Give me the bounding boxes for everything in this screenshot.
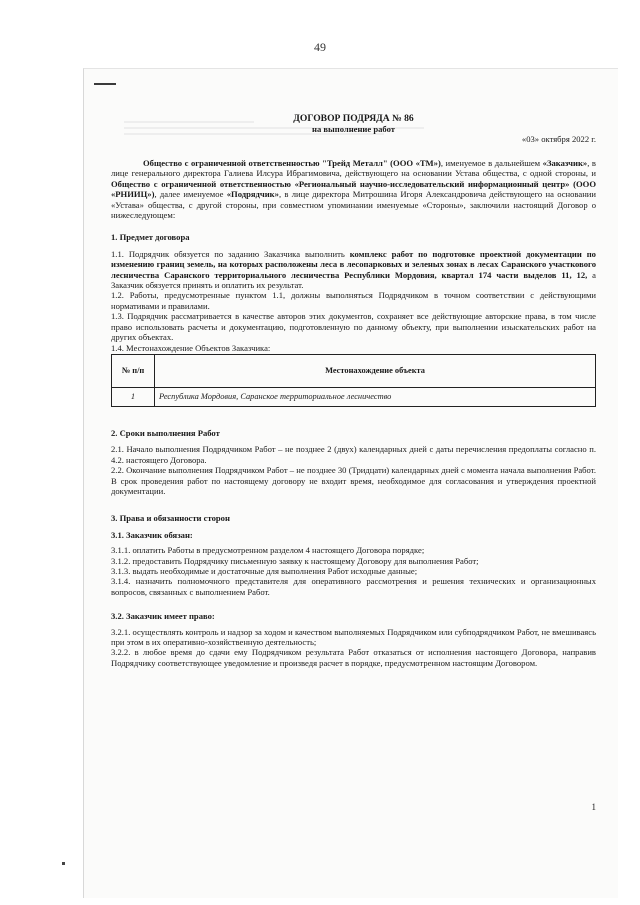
clause-3-1-1: 3.1.1. оплатить Работы в предусмотренном разделом 4 настоящего Договора порядке; — [111, 545, 425, 556]
document-date: «03» октября 2022 г. — [521, 134, 596, 144]
clause-text: а Заказчик обязуется принять и оплатить их результат. — [111, 269, 596, 291]
intro-text: , в лице директора Митрошина Игоря Александровича действующего на основании «Устава» общества, с другой стороны, при совместном упоминании именуемые «Стороны», заключили настоящий Договор о нижеследующем: — [111, 189, 596, 221]
contractor-role: «Подрядчик» — [226, 189, 279, 200]
clause-3-1-2: 3.1.2. предоставить Подрядчику письменную заявку к настоящему Договору для выполнения Работ; — [111, 555, 479, 566]
customer-role: «Заказчик» — [542, 158, 588, 168]
clause-2-2: 2.2. Окончание выполнения Подрядчиком Работ – не позднее 30 (Тридцати) календарных дней с момента начала выполнения Работ. В срок проведения работ по настоящему договору не входит время, необходимое для согласования и утверждения проектной документации. — [111, 465, 596, 496]
page-number-top: 49 — [314, 40, 326, 54]
clause-3-1-3: 3.1.3. выдать необходимые и достаточные для выполнения Работ исходные данные; — [111, 565, 418, 576]
scan-dot — [62, 862, 65, 865]
clause-2-1: 2.1. Начало выполнения Подрядчиком Работ – не позднее 2 (двух) календарных дней с даты перечисления предоплаты согласно п. 4.2. настоящего Договора. — [111, 444, 596, 465]
contractor-name: Общество с ограниченной ответственностью «Региональный научно-исследовательский информационный центр» (ООО «РНИИЦ») — [111, 178, 596, 200]
table-header-location: Местонахождение объекта — [155, 354, 596, 387]
footer-page-number: 1 — [591, 802, 596, 812]
clause-1-3: 1.3. Подрядчик рассматривается в качестве авторов этих документов, сохраняет все действующие авторские права, в том числе право использовать расчеты и документацию, подготовленную по данному объекту, при выполнении изыскательских работ на других объектах. — [111, 311, 596, 343]
table-cell-location: Республика Мордовия, Саранское территориальное лесничество — [155, 387, 596, 406]
intro-text: , именуемое в дальнейшем — [440, 158, 543, 168]
table-row — [112, 387, 596, 406]
intro-text: , в лице генерального директора Галиева Илсура Ибрагимовича, действующего на основании Устава общества, с одной стороны, и — [111, 158, 596, 179]
table-header-num: № п/п — [112, 354, 155, 387]
intro-paragraph — [111, 158, 596, 220]
customer-name: Общество с ограниченной ответственностью "Трейд Металл" (ООО «ТМ») — [143, 158, 441, 168]
sub-heading: 3.1. Заказчик обязан: — [111, 529, 193, 540]
clause-1-2: 1.2. Работы, предусмотренные пунктом 1.1, должны выполняться Подрядчиком в точном соответствии с действующими нормативами и правилами. — [111, 290, 596, 311]
sub-heading: 3.2. Заказчик имеет право: — [111, 611, 215, 622]
clause-text: 1.1. Подрядчик обязуется по заданию Заказчика выполнить — [111, 248, 350, 259]
section-heading: 1. Предмет договора — [111, 232, 190, 243]
clause-1-1 — [111, 249, 596, 291]
clause-bold-text: комплекс работ по подготовке проектной документации по изменению границ земель, на которых расположены леса в лесопарковых и зеленых зонах в лесах Саранского участкового лесничества Саранского территориального лесничества Республики Мордовия, квартал 174 части выделов 11, 12, — [111, 248, 596, 280]
section-heading: 3. Права и обязанности сторон — [111, 513, 230, 524]
section-heading: 2. Сроки выполнения Работ — [111, 427, 220, 438]
clause-3-2-1: 3.2.1. осуществлять контроль и надзор за ходом и качеством выполняемых Подрядчиком или субподрядчиком Работ, не вмешиваясь при этом в их оперативно-хозяйственную деятельность; — [111, 626, 596, 647]
document-body — [111, 113, 596, 668]
scan-mark — [94, 83, 116, 85]
table-header-row — [112, 354, 596, 387]
document-subtitle: на выполнение работ — [312, 124, 395, 134]
document-title: ДОГОВОР ПОДРЯДА № 86 — [293, 113, 414, 124]
clause-3-1-4: 3.1.4. назначить полномочного представителя для оперативного рассмотрения и решения технических и организационных вопросов, связанных с выполнением Работ. — [111, 576, 596, 597]
objects-table — [111, 354, 596, 407]
intro-text: , далее именуемое — [154, 189, 227, 200]
scanned-page — [83, 68, 618, 898]
clause-3-2-2: 3.2.2. в любое время до сдачи ему Подрядчиком результата Работ отказаться от исполнения настоящего Договора, направив Подрядчику соответствующее уведомление и произведя расчет в порядке, предусмотренном настоящим Договором. — [111, 647, 596, 668]
clause-1-4: 1.4. Местонахождение Объектов Заказчика: — [111, 342, 271, 353]
table-cell-num: 1 — [112, 387, 155, 406]
